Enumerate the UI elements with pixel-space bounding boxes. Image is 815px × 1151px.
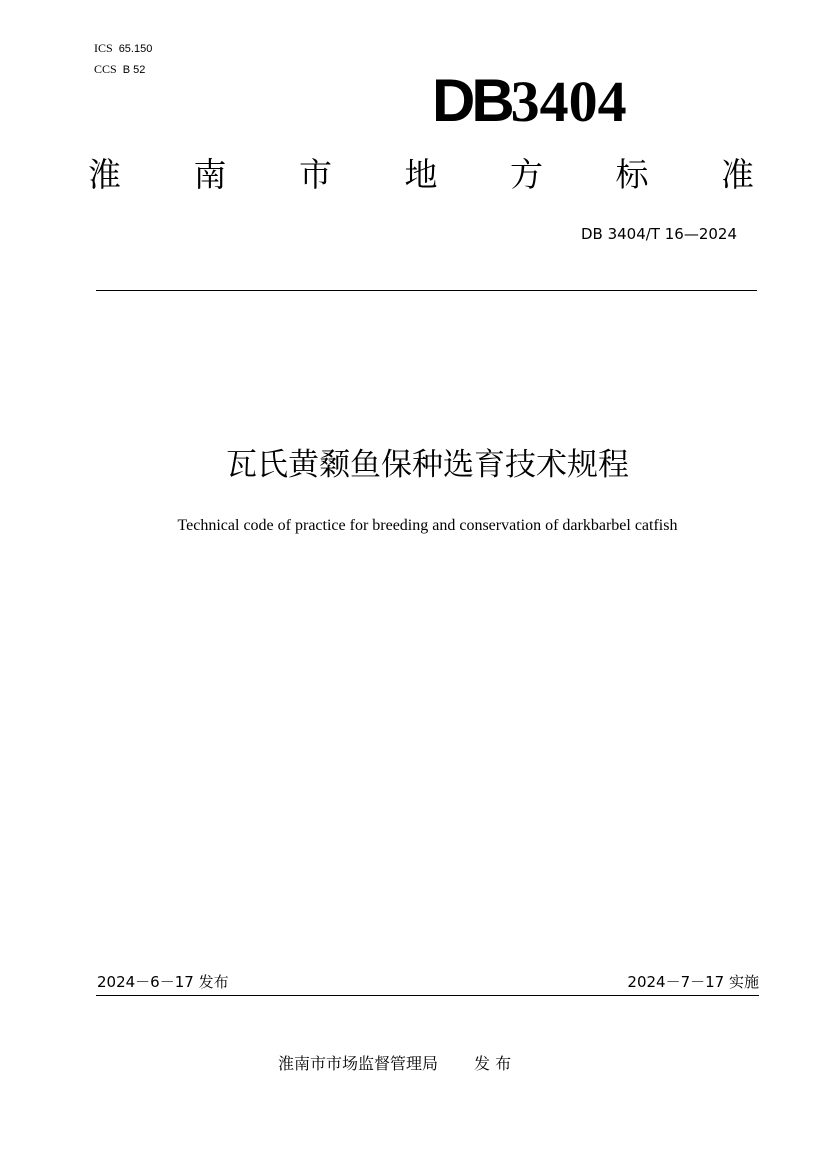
category-char: 淮 xyxy=(88,155,121,194)
ccs-code: B 52 xyxy=(122,64,146,76)
category-char: 准 xyxy=(721,155,754,194)
issuer-verb: 发 布 xyxy=(474,1054,512,1073)
issuer-name: 淮南市市场监督管理局 xyxy=(278,1054,439,1073)
issue-date: 2024－6－17 发布 xyxy=(97,973,229,991)
ccs-label: CCS xyxy=(94,62,117,76)
standard-logo-db: DB xyxy=(432,67,511,134)
header-divider xyxy=(96,290,757,291)
standard-logo xyxy=(432,67,712,134)
category-char: 南 xyxy=(193,155,227,194)
category-char: 方 xyxy=(510,155,543,194)
footer-divider xyxy=(96,995,759,996)
ics-code: 65.150 xyxy=(118,43,153,55)
category-char: 地 xyxy=(404,155,438,194)
category-char: 标 xyxy=(615,155,649,194)
document-title-chinese: 瓦氏黄颡鱼保种选育技术规程 xyxy=(226,447,629,483)
ics-classification xyxy=(94,41,152,56)
standard-category xyxy=(88,155,754,195)
ccs-classification xyxy=(94,62,145,77)
standard-number: DB 3404/T 16—2024 xyxy=(580,225,737,243)
effective-date: 2024－7－17 实施 xyxy=(627,973,759,991)
ics-label: ICS xyxy=(94,41,113,55)
document-title-english: Technical code of practice for breeding and conservation of darkbarbel catfish xyxy=(177,517,678,534)
standard-logo-code: 3404 xyxy=(510,69,627,134)
issuing-authority xyxy=(278,1054,511,1074)
category-char: 市 xyxy=(299,155,332,194)
